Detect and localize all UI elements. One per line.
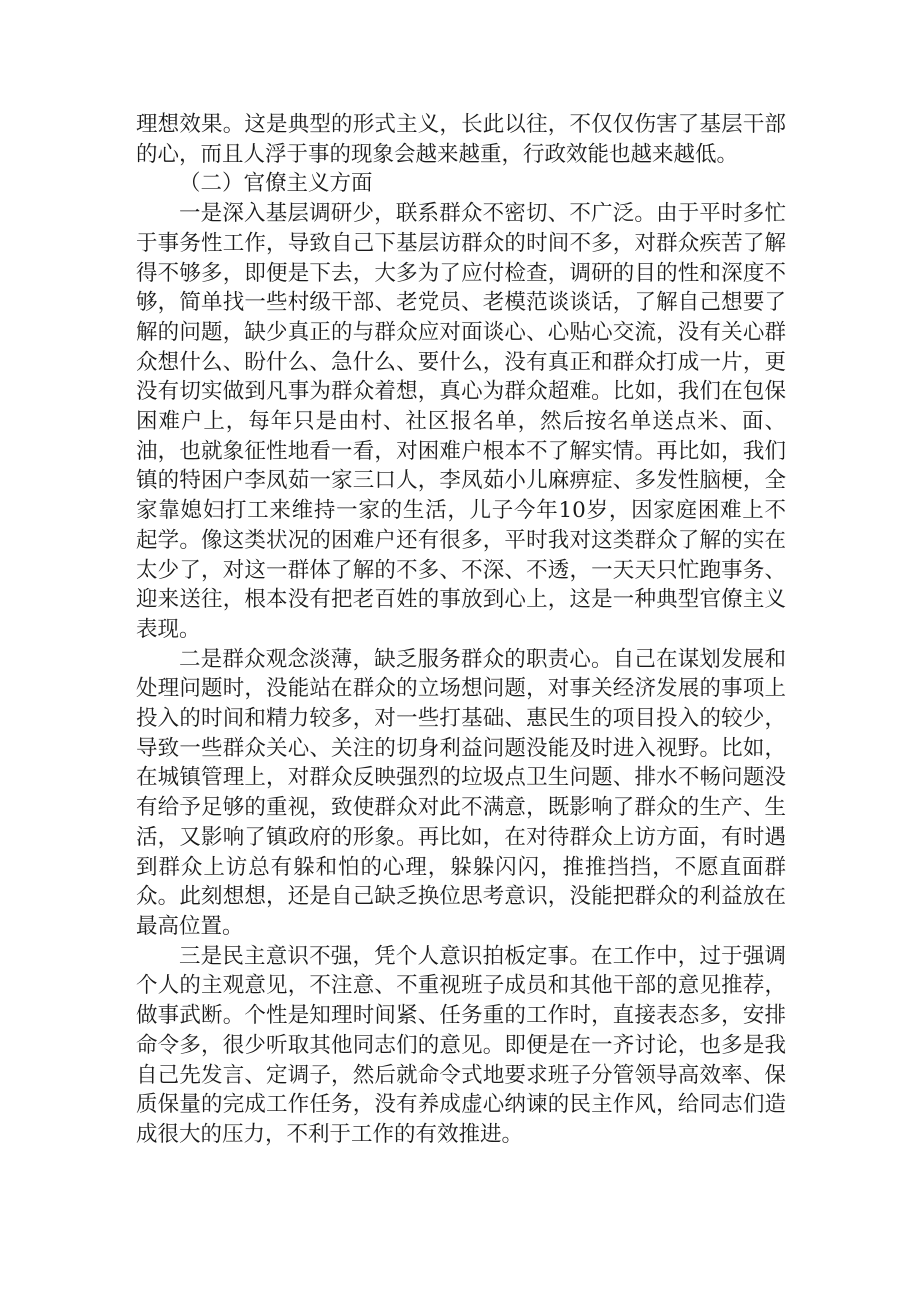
- paragraph-point-three: 三是民主意识不强，凭个人意识拍板定事。在工作中，过于强调个人的主观意见，不注意、不重视班子成员和其他干部的意见推荐，做事武断。个性是知理时间紧、任务重的工作时，直接表态多，安排命令多，很少听取其他同志们的意见。即便是在一齐讨论，也多是我自己先发言、定调子，然后就命令式地要求班子分管领导高效率、保质保量的完成工作任务，没有养成虚心纳谏的民主作风，给同志们造成很大的压力，不利于工作的有效推进。: [136, 943, 786, 1147]
- paragraph-point-two: 二是群众观念淡薄，缺乏服务群众的职责心。自己在谋划发展和处理问题时，没能站在群众的立场想问题，对事关经济发展的事项上投入的时间和精力较多，对一些打基础、惠民生的项目投入的较少，导致一些群众关心、关注的切身利益问题没能及时进入视野。比如，在城镇管理上，对群众反映强烈的垃圾点卫生问题、排水不畅问题没有给予足够的重视，致使群众对此不满意，既影响了群众的生产、生活，又影响了镇政府的形象。再比如，在对待群众上访方面，有时遇到群众上访总有躲和怕的心理，躲躲闪闪，推推挡挡，不愿直面群众。此刻想想，还是自己缺乏换位思考意识，没能把群众的利益放在最高位置。: [136, 646, 786, 939]
- document-body: [136, 110, 786, 1150]
- paragraph-point-one: 一是深入基层调研少，联系群众不密切、不广泛。由于平时多忙于事务性工作，导致自己下基层访群众的时间不多，对群众疾苦了解得不够多，即便是下去，大多为了应付检查，调研的目的性和深度不够，简单找一些村级干部、老党员、老模范谈谈话，了解自己想要了解的问题，缺少真正的与群众应对面谈心、心贴心交流，没有关心群众想什么、盼什么、急什么、要什么，没有真正和群众打成一片，更没有切实做到凡事为群众着想，真心为群众超难。比如，我们在包保困难户上，每年只是由村、社区报名单，然后按名单送点米、面、油，也就象征性地看一看，对困难户根本不了解实情。再比如，我们镇的特困户李凤茹一家三口人，李凤茹小儿麻痹症、多发性脑梗，全家靠媳妇打工来维持一家的生活，儿子今年10岁，因家庭困难上不起学。像这类状况的困难户还有很多，平时我对这类群众了解的实在太少了，对这一群体了解的不多、不深、不透，一天天只忙跑事务、迎来送往，根本没有把老百姓的事放到心上，这是一种典型官僚主义表现。: [136, 201, 786, 642]
- paragraph-continuation: 理想效果。这是典型的形式主义，长此以往，不仅仅伤害了基层干部的心，而且人浮于事的现象会越来越重，行政效能也越来越低。: [136, 112, 786, 167]
- section-heading: （二）官僚主义方面: [179, 171, 373, 197]
